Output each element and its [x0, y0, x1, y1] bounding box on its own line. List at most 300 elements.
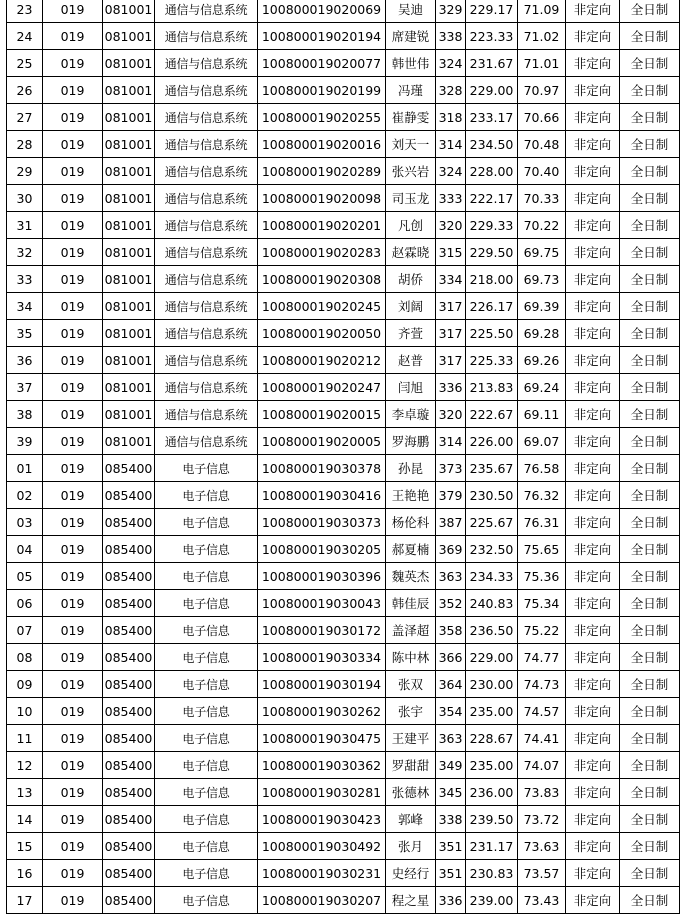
total-score-cell: 75.34	[518, 590, 566, 617]
department-code-cell: 019	[43, 104, 103, 131]
major-name-cell: 通信与信息系统	[155, 374, 258, 401]
major-name-cell: 通信与信息系统	[155, 428, 258, 455]
major-code-cell: 081001	[103, 266, 155, 293]
retest-score-cell: 230.83	[466, 860, 518, 887]
table-row	[7, 482, 680, 509]
initial-score-cell: 317	[436, 293, 466, 320]
exam-id-cell: 100800019020199	[258, 77, 386, 104]
retest-score-cell: 232.50	[466, 536, 518, 563]
major-code-cell: 081001	[103, 23, 155, 50]
orientation-cell: 非定向	[566, 698, 620, 725]
major-name-cell: 通信与信息系统	[155, 401, 258, 428]
total-score-cell: 73.43	[518, 887, 566, 914]
student-name-cell: 王建平	[386, 725, 436, 752]
student-name-cell: 闫旭	[386, 374, 436, 401]
department-code-cell: 019	[43, 320, 103, 347]
table-row	[7, 77, 680, 104]
row-index-cell: 38	[7, 401, 43, 428]
study-mode-cell: 全日制	[620, 320, 680, 347]
admission-results-table	[6, 0, 680, 914]
student-name-cell: 赵普	[386, 347, 436, 374]
major-code-cell: 085400	[103, 617, 155, 644]
retest-score-cell: 230.00	[466, 671, 518, 698]
study-mode-cell: 全日制	[620, 860, 680, 887]
row-index-cell: 02	[7, 482, 43, 509]
table-row	[7, 644, 680, 671]
student-name-cell: 张双	[386, 671, 436, 698]
student-name-cell: 张德林	[386, 779, 436, 806]
exam-id-cell: 100800019030475	[258, 725, 386, 752]
table-row	[7, 50, 680, 77]
exam-id-cell: 100800019030281	[258, 779, 386, 806]
department-code-cell: 019	[43, 212, 103, 239]
total-score-cell: 73.57	[518, 860, 566, 887]
retest-score-cell: 231.67	[466, 50, 518, 77]
row-index-cell: 31	[7, 212, 43, 239]
study-mode-cell: 全日制	[620, 725, 680, 752]
major-code-cell: 085400	[103, 887, 155, 914]
retest-score-cell: 233.17	[466, 104, 518, 131]
major-name-cell: 电子信息	[155, 563, 258, 590]
major-code-cell: 085400	[103, 671, 155, 698]
table-row	[7, 428, 680, 455]
department-code-cell: 019	[43, 401, 103, 428]
total-score-cell: 69.28	[518, 320, 566, 347]
table-row	[7, 185, 680, 212]
orientation-cell: 非定向	[566, 266, 620, 293]
exam-id-cell: 100800019020069	[258, 0, 386, 23]
table-row	[7, 563, 680, 590]
department-code-cell: 019	[43, 833, 103, 860]
orientation-cell: 非定向	[566, 185, 620, 212]
student-name-cell: 史经行	[386, 860, 436, 887]
orientation-cell: 非定向	[566, 0, 620, 23]
department-code-cell: 019	[43, 293, 103, 320]
major-code-cell: 081001	[103, 104, 155, 131]
retest-score-cell: 218.00	[466, 266, 518, 293]
student-name-cell: 孙昆	[386, 455, 436, 482]
major-code-cell: 081001	[103, 185, 155, 212]
total-score-cell: 75.22	[518, 617, 566, 644]
major-code-cell: 085400	[103, 860, 155, 887]
table-row	[7, 320, 680, 347]
exam-id-cell: 100800019030205	[258, 536, 386, 563]
orientation-cell: 非定向	[566, 644, 620, 671]
major-name-cell: 电子信息	[155, 617, 258, 644]
major-name-cell: 通信与信息系统	[155, 293, 258, 320]
initial-score-cell: 364	[436, 671, 466, 698]
study-mode-cell: 全日制	[620, 779, 680, 806]
row-index-cell: 01	[7, 455, 43, 482]
student-name-cell: 杨伦科	[386, 509, 436, 536]
row-index-cell: 30	[7, 185, 43, 212]
major-name-cell: 电子信息	[155, 509, 258, 536]
department-code-cell: 019	[43, 806, 103, 833]
orientation-cell: 非定向	[566, 347, 620, 374]
major-name-cell: 电子信息	[155, 590, 258, 617]
major-name-cell: 电子信息	[155, 779, 258, 806]
retest-score-cell: 228.00	[466, 158, 518, 185]
table-row	[7, 239, 680, 266]
exam-id-cell: 100800019030373	[258, 509, 386, 536]
retest-score-cell: 226.00	[466, 428, 518, 455]
exam-id-cell: 100800019030396	[258, 563, 386, 590]
table-row	[7, 158, 680, 185]
initial-score-cell: 320	[436, 212, 466, 239]
retest-score-cell: 235.00	[466, 752, 518, 779]
total-score-cell: 69.75	[518, 239, 566, 266]
department-code-cell: 019	[43, 563, 103, 590]
initial-score-cell: 352	[436, 590, 466, 617]
retest-score-cell: 240.83	[466, 590, 518, 617]
orientation-cell: 非定向	[566, 833, 620, 860]
exam-id-cell: 100800019020289	[258, 158, 386, 185]
total-score-cell: 70.33	[518, 185, 566, 212]
study-mode-cell: 全日制	[620, 833, 680, 860]
orientation-cell: 非定向	[566, 725, 620, 752]
total-score-cell: 70.40	[518, 158, 566, 185]
total-score-cell: 71.02	[518, 23, 566, 50]
major-name-cell: 电子信息	[155, 860, 258, 887]
row-index-cell: 28	[7, 131, 43, 158]
major-code-cell: 085400	[103, 752, 155, 779]
student-name-cell: 程之星	[386, 887, 436, 914]
student-name-cell: 盖泽超	[386, 617, 436, 644]
total-score-cell: 76.31	[518, 509, 566, 536]
retest-score-cell: 225.33	[466, 347, 518, 374]
exam-id-cell: 100800019030231	[258, 860, 386, 887]
row-index-cell: 09	[7, 671, 43, 698]
initial-score-cell: 318	[436, 104, 466, 131]
total-score-cell: 76.58	[518, 455, 566, 482]
orientation-cell: 非定向	[566, 887, 620, 914]
retest-score-cell: 235.67	[466, 455, 518, 482]
department-code-cell: 019	[43, 509, 103, 536]
student-name-cell: 李卓璇	[386, 401, 436, 428]
total-score-cell: 73.72	[518, 806, 566, 833]
table-row	[7, 590, 680, 617]
department-code-cell: 019	[43, 374, 103, 401]
total-score-cell: 74.41	[518, 725, 566, 752]
major-name-cell: 电子信息	[155, 833, 258, 860]
initial-score-cell: 324	[436, 50, 466, 77]
major-name-cell: 通信与信息系统	[155, 104, 258, 131]
initial-score-cell: 314	[436, 131, 466, 158]
department-code-cell: 019	[43, 698, 103, 725]
major-code-cell: 081001	[103, 50, 155, 77]
study-mode-cell: 全日制	[620, 131, 680, 158]
total-score-cell: 74.57	[518, 698, 566, 725]
initial-score-cell: 345	[436, 779, 466, 806]
table-row	[7, 23, 680, 50]
major-name-cell: 电子信息	[155, 887, 258, 914]
study-mode-cell: 全日制	[620, 374, 680, 401]
total-score-cell: 70.22	[518, 212, 566, 239]
exam-id-cell: 100800019020201	[258, 212, 386, 239]
initial-score-cell: 317	[436, 320, 466, 347]
retest-score-cell: 229.17	[466, 0, 518, 23]
orientation-cell: 非定向	[566, 401, 620, 428]
orientation-cell: 非定向	[566, 590, 620, 617]
study-mode-cell: 全日制	[620, 347, 680, 374]
exam-id-cell: 100800019020194	[258, 23, 386, 50]
retest-score-cell: 225.67	[466, 509, 518, 536]
table-row	[7, 212, 680, 239]
table-row	[7, 347, 680, 374]
major-name-cell: 电子信息	[155, 725, 258, 752]
study-mode-cell: 全日制	[620, 590, 680, 617]
major-code-cell: 081001	[103, 0, 155, 23]
exam-id-cell: 100800019030378	[258, 455, 386, 482]
student-name-cell: 郝夏楠	[386, 536, 436, 563]
student-name-cell: 司玉龙	[386, 185, 436, 212]
major-code-cell: 085400	[103, 455, 155, 482]
study-mode-cell: 全日制	[620, 104, 680, 131]
study-mode-cell: 全日制	[620, 77, 680, 104]
department-code-cell: 019	[43, 158, 103, 185]
initial-score-cell: 363	[436, 563, 466, 590]
orientation-cell: 非定向	[566, 293, 620, 320]
initial-score-cell: 387	[436, 509, 466, 536]
study-mode-cell: 全日制	[620, 0, 680, 23]
row-index-cell: 24	[7, 23, 43, 50]
row-index-cell: 33	[7, 266, 43, 293]
initial-score-cell: 351	[436, 860, 466, 887]
student-name-cell: 崔静雯	[386, 104, 436, 131]
initial-score-cell: 334	[436, 266, 466, 293]
student-name-cell: 冯瑾	[386, 77, 436, 104]
total-score-cell: 71.01	[518, 50, 566, 77]
orientation-cell: 非定向	[566, 104, 620, 131]
orientation-cell: 非定向	[566, 320, 620, 347]
retest-score-cell: 229.33	[466, 212, 518, 239]
table-row	[7, 806, 680, 833]
department-code-cell: 019	[43, 239, 103, 266]
total-score-cell: 70.66	[518, 104, 566, 131]
student-name-cell: 郭峰	[386, 806, 436, 833]
student-name-cell: 魏英杰	[386, 563, 436, 590]
exam-id-cell: 100800019030172	[258, 617, 386, 644]
exam-id-cell: 100800019030423	[258, 806, 386, 833]
exam-id-cell: 100800019020050	[258, 320, 386, 347]
major-code-cell: 085400	[103, 725, 155, 752]
row-index-cell: 17	[7, 887, 43, 914]
orientation-cell: 非定向	[566, 536, 620, 563]
row-index-cell: 29	[7, 158, 43, 185]
initial-score-cell: 333	[436, 185, 466, 212]
orientation-cell: 非定向	[566, 50, 620, 77]
orientation-cell: 非定向	[566, 158, 620, 185]
retest-score-cell: 223.33	[466, 23, 518, 50]
exam-id-cell: 100800019030362	[258, 752, 386, 779]
exam-id-cell: 100800019020098	[258, 185, 386, 212]
study-mode-cell: 全日制	[620, 563, 680, 590]
major-code-cell: 081001	[103, 293, 155, 320]
retest-score-cell: 222.17	[466, 185, 518, 212]
initial-score-cell: 315	[436, 239, 466, 266]
study-mode-cell: 全日制	[620, 644, 680, 671]
row-index-cell: 13	[7, 779, 43, 806]
major-code-cell: 085400	[103, 536, 155, 563]
table-row	[7, 671, 680, 698]
student-name-cell: 刘天一	[386, 131, 436, 158]
initial-score-cell: 317	[436, 347, 466, 374]
total-score-cell: 69.26	[518, 347, 566, 374]
department-code-cell: 019	[43, 23, 103, 50]
total-score-cell: 69.39	[518, 293, 566, 320]
major-name-cell: 电子信息	[155, 806, 258, 833]
exam-id-cell: 100800019030416	[258, 482, 386, 509]
study-mode-cell: 全日制	[620, 617, 680, 644]
exam-id-cell: 100800019020016	[258, 131, 386, 158]
table-row	[7, 293, 680, 320]
exam-id-cell: 100800019020005	[258, 428, 386, 455]
initial-score-cell: 329	[436, 0, 466, 23]
study-mode-cell: 全日制	[620, 293, 680, 320]
exam-id-cell: 100800019020255	[258, 104, 386, 131]
row-index-cell: 03	[7, 509, 43, 536]
total-score-cell: 74.07	[518, 752, 566, 779]
table-row	[7, 617, 680, 644]
study-mode-cell: 全日制	[620, 185, 680, 212]
orientation-cell: 非定向	[566, 509, 620, 536]
department-code-cell: 019	[43, 185, 103, 212]
orientation-cell: 非定向	[566, 779, 620, 806]
study-mode-cell: 全日制	[620, 509, 680, 536]
table-row	[7, 536, 680, 563]
exam-id-cell: 100800019020247	[258, 374, 386, 401]
initial-score-cell: 336	[436, 374, 466, 401]
retest-score-cell: 234.33	[466, 563, 518, 590]
row-index-cell: 27	[7, 104, 43, 131]
major-name-cell: 通信与信息系统	[155, 23, 258, 50]
row-index-cell: 23	[7, 0, 43, 23]
major-code-cell: 085400	[103, 698, 155, 725]
total-score-cell: 70.97	[518, 77, 566, 104]
major-name-cell: 电子信息	[155, 752, 258, 779]
table-row	[7, 0, 680, 23]
initial-score-cell: 351	[436, 833, 466, 860]
row-index-cell: 34	[7, 293, 43, 320]
major-code-cell: 085400	[103, 806, 155, 833]
student-name-cell: 罗海鹏	[386, 428, 436, 455]
department-code-cell: 019	[43, 860, 103, 887]
retest-score-cell: 235.00	[466, 698, 518, 725]
student-name-cell: 凡创	[386, 212, 436, 239]
student-name-cell: 张月	[386, 833, 436, 860]
student-name-cell: 韩世伟	[386, 50, 436, 77]
student-name-cell: 张兴岩	[386, 158, 436, 185]
total-score-cell: 69.11	[518, 401, 566, 428]
major-name-cell: 电子信息	[155, 671, 258, 698]
student-name-cell: 韩佳辰	[386, 590, 436, 617]
initial-score-cell: 363	[436, 725, 466, 752]
department-code-cell: 019	[43, 482, 103, 509]
exam-id-cell: 100800019030262	[258, 698, 386, 725]
major-code-cell: 081001	[103, 401, 155, 428]
retest-score-cell: 236.50	[466, 617, 518, 644]
department-code-cell: 019	[43, 671, 103, 698]
study-mode-cell: 全日制	[620, 50, 680, 77]
orientation-cell: 非定向	[566, 482, 620, 509]
initial-score-cell: 320	[436, 401, 466, 428]
study-mode-cell: 全日制	[620, 671, 680, 698]
row-index-cell: 36	[7, 347, 43, 374]
major-name-cell: 电子信息	[155, 482, 258, 509]
orientation-cell: 非定向	[566, 563, 620, 590]
initial-score-cell: 314	[436, 428, 466, 455]
major-name-cell: 通信与信息系统	[155, 0, 258, 23]
row-index-cell: 12	[7, 752, 43, 779]
major-code-cell: 085400	[103, 590, 155, 617]
orientation-cell: 非定向	[566, 671, 620, 698]
major-name-cell: 通信与信息系统	[155, 347, 258, 374]
initial-score-cell: 354	[436, 698, 466, 725]
row-index-cell: 14	[7, 806, 43, 833]
student-name-cell: 赵霖晓	[386, 239, 436, 266]
study-mode-cell: 全日制	[620, 401, 680, 428]
total-score-cell: 73.83	[518, 779, 566, 806]
retest-score-cell: 236.00	[466, 779, 518, 806]
retest-score-cell: 229.00	[466, 644, 518, 671]
study-mode-cell: 全日制	[620, 752, 680, 779]
total-score-cell: 71.09	[518, 0, 566, 23]
row-index-cell: 05	[7, 563, 43, 590]
orientation-cell: 非定向	[566, 239, 620, 266]
table-body	[7, 0, 680, 914]
major-name-cell: 通信与信息系统	[155, 185, 258, 212]
table-row	[7, 131, 680, 158]
row-index-cell: 25	[7, 50, 43, 77]
table-row	[7, 509, 680, 536]
study-mode-cell: 全日制	[620, 266, 680, 293]
row-index-cell: 15	[7, 833, 43, 860]
orientation-cell: 非定向	[566, 77, 620, 104]
department-code-cell: 019	[43, 455, 103, 482]
row-index-cell: 39	[7, 428, 43, 455]
total-score-cell: 69.73	[518, 266, 566, 293]
retest-score-cell: 226.17	[466, 293, 518, 320]
major-name-cell: 电子信息	[155, 644, 258, 671]
study-mode-cell: 全日制	[620, 212, 680, 239]
study-mode-cell: 全日制	[620, 806, 680, 833]
initial-score-cell: 379	[436, 482, 466, 509]
retest-score-cell: 222.67	[466, 401, 518, 428]
exam-id-cell: 100800019030207	[258, 887, 386, 914]
row-index-cell: 37	[7, 374, 43, 401]
department-code-cell: 019	[43, 725, 103, 752]
table-row	[7, 887, 680, 914]
table-row	[7, 725, 680, 752]
major-code-cell: 081001	[103, 347, 155, 374]
major-name-cell: 通信与信息系统	[155, 266, 258, 293]
total-score-cell: 74.77	[518, 644, 566, 671]
orientation-cell: 非定向	[566, 617, 620, 644]
retest-score-cell: 228.67	[466, 725, 518, 752]
row-index-cell: 08	[7, 644, 43, 671]
major-name-cell: 电子信息	[155, 698, 258, 725]
major-code-cell: 081001	[103, 158, 155, 185]
initial-score-cell: 324	[436, 158, 466, 185]
major-code-cell: 085400	[103, 644, 155, 671]
table-row	[7, 401, 680, 428]
initial-score-cell: 349	[436, 752, 466, 779]
study-mode-cell: 全日制	[620, 239, 680, 266]
table-row	[7, 374, 680, 401]
student-name-cell: 罗甜甜	[386, 752, 436, 779]
initial-score-cell: 336	[436, 887, 466, 914]
major-code-cell: 081001	[103, 239, 155, 266]
